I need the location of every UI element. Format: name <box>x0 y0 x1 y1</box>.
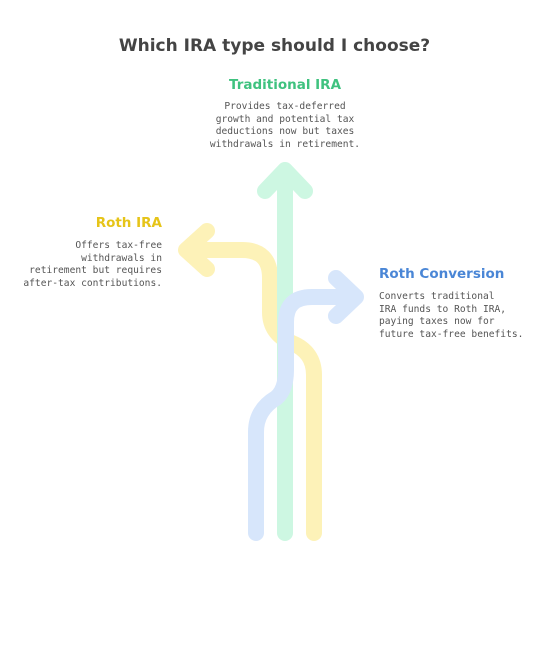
roth-conversion-description <box>379 291 539 341</box>
description-line: Converts traditional <box>379 291 495 302</box>
description-line: Offers tax-free <box>75 240 162 251</box>
page-title: Which IRA type should I choose? <box>118 36 431 56</box>
description-line: after-tax contributions. <box>23 277 162 289</box>
description-line: Provides tax-deferred <box>224 101 346 112</box>
description-line: future tax-free benefits. <box>379 328 524 340</box>
description-line: withdrawals in retirement. <box>209 138 361 150</box>
description-line: deductions now but taxes <box>215 126 355 138</box>
description-line: paying taxes now for <box>379 316 495 328</box>
traditional-ira-description <box>195 101 375 151</box>
description-line: growth and potential tax <box>215 113 355 125</box>
roth-ira-description <box>22 240 162 290</box>
traditional-ira-label: Traditional IRA <box>228 77 342 93</box>
roth-conversion-label: Roth Conversion <box>379 266 505 282</box>
description-line: IRA funds to Roth IRA, <box>379 303 507 315</box>
description-line: withdrawals in <box>81 252 162 264</box>
roth-ira-label: Roth IRA <box>95 215 162 231</box>
description-line: retirement but requires <box>29 265 162 277</box>
